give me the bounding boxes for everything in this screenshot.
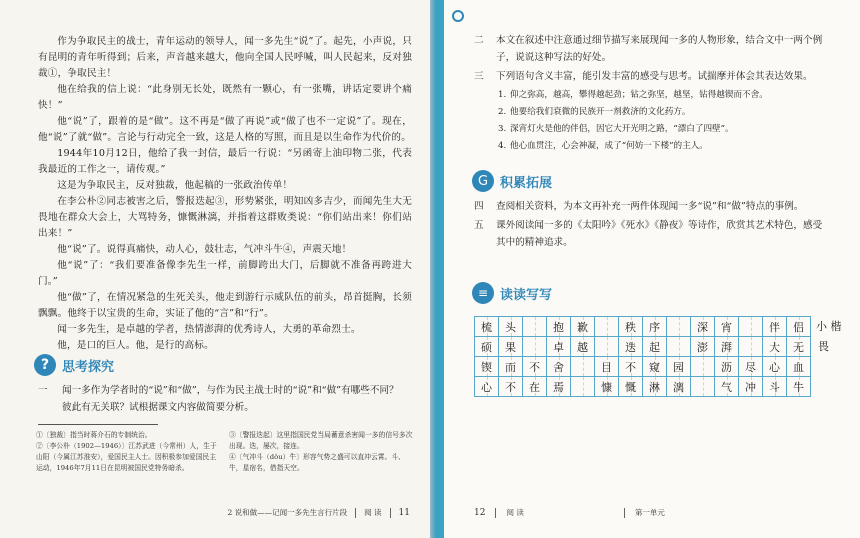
grid-char: 果 <box>505 340 516 354</box>
section-label: 阅 读 <box>506 508 524 517</box>
question-text: 查阅相关资料，为本文再补充一两件体现闻一多“说”和“做”特点的事例。 <box>496 201 804 212</box>
grid-cell <box>643 337 667 357</box>
sentence-number: 4. <box>498 141 507 151</box>
divider <box>495 508 496 518</box>
sentence-text: 仰之弥高，越高，攀得越起劲；钻之弥坚，越坚，钻得越锲而不舍。 <box>510 90 768 100</box>
grid-char: 湃 <box>721 340 732 354</box>
think-section-header <box>34 354 114 376</box>
grid-cell <box>547 377 571 397</box>
grid-char: 抱 <box>553 320 564 334</box>
read-section-title: 读读写写 <box>500 287 553 303</box>
grid-char: 而 <box>505 360 516 374</box>
question-item <box>474 32 830 66</box>
question-text: 本文在叙述中注意通过细节描写来展现闻一多的人物形象，结合文中一两个例子，说说这种写法的好处。 <box>496 35 823 63</box>
sentence-number: 3. <box>498 124 507 134</box>
grid-char: 焉 <box>553 380 564 394</box>
question-text: 下列语句含义丰富，能引发丰富的感受与思考。试揣摩并体会其表达效果。 <box>496 71 813 82</box>
grid-char: 舍 <box>553 360 564 374</box>
grid-cell <box>715 357 739 377</box>
lesson-title: 2 说和做——记闻一多先生言行片段 <box>227 508 348 517</box>
divider <box>624 508 625 518</box>
grid-char: 无 <box>793 340 804 354</box>
grid-cell <box>787 357 811 377</box>
grid-char: 尽 <box>745 360 756 374</box>
grid-char: 头 <box>505 320 516 334</box>
grid-char: 气 <box>721 380 732 394</box>
footnote-column <box>229 430 414 474</box>
grid-char: 序 <box>649 320 660 334</box>
divider <box>355 508 356 518</box>
circle-marker-icon <box>452 10 464 22</box>
grid-char: 在 <box>529 380 540 394</box>
grid-row-tail: 小 楷 <box>816 320 842 333</box>
grid-cell <box>715 377 739 397</box>
grid-cell <box>763 357 787 377</box>
grid-char: 慨 <box>625 380 636 394</box>
paragraph: 闻一多先生，是卓越的学者，热情澎湃的优秀诗人，大勇的革命烈士。 <box>57 324 361 335</box>
grid-cell <box>691 357 715 377</box>
grid-cell <box>619 357 643 377</box>
grid-cell <box>523 357 547 377</box>
sentence-text: 他要给我们衰微的民族开一剂救济的文化药方。 <box>510 107 691 117</box>
grid-cell <box>499 337 523 357</box>
grid-char: 宵 <box>721 320 732 334</box>
book-gutter <box>430 0 444 538</box>
grid-char: 秩 <box>625 320 636 334</box>
grid-char: 慷 <box>601 380 612 394</box>
grid-char: 不 <box>625 360 636 374</box>
grid-cell <box>763 317 787 337</box>
ext-section-header <box>472 170 552 192</box>
grid-char: 卓 <box>553 340 564 354</box>
footnote: ④〔气冲斗（dǒu）牛〕形容气势之盛可以直冲云霄。斗、牛，星宿名，借指天空。 <box>229 453 405 472</box>
grid-cell <box>739 377 763 397</box>
grid-cell <box>571 317 595 337</box>
grid-cell <box>475 337 499 357</box>
question-text: 闻一多作为学者时的“说”和“做”，与作为民主战士时的“说”和“做”有哪些不同？彼此有无关联？试根据课文内容做简要分析。 <box>62 385 399 413</box>
grid-char: 漓 <box>673 380 684 394</box>
grid-char: 歉 <box>577 320 588 334</box>
sentence-text: 他心血贯注，心会神凝，成了“何妨一下楼”的主人。 <box>510 141 708 151</box>
lesson-text <box>38 34 412 354</box>
grid-cell <box>571 337 595 357</box>
grid-cell <box>595 357 619 377</box>
right-page <box>444 0 860 538</box>
grid-cell <box>595 337 619 357</box>
grid-cell <box>499 357 523 377</box>
grid-cell <box>523 377 547 397</box>
grid-cell <box>499 377 523 397</box>
grid-char: 心 <box>481 380 492 394</box>
grid-char: 迭 <box>625 340 636 354</box>
grid-cell <box>571 357 595 377</box>
grid-cell <box>667 317 691 337</box>
grid-cell <box>643 377 667 397</box>
grid-char: 越 <box>577 340 588 354</box>
grid-cell <box>763 377 787 397</box>
grid-char: 牛 <box>793 380 804 394</box>
grid-char: 侣 <box>793 320 804 334</box>
question-number: 二 <box>474 35 484 46</box>
grid-char: 深 <box>697 320 708 334</box>
grid-cell <box>787 337 811 357</box>
grid-cell <box>619 317 643 337</box>
grid-cell <box>691 317 715 337</box>
sentence-item <box>498 87 830 104</box>
question-number: 四 <box>474 201 484 212</box>
refresh-icon: G <box>472 170 494 192</box>
paragraph: 他在给我的信上说：“此身别无长处，既然有一颗心，有一张嘴，讲话定要讲个痛快！” <box>38 84 412 111</box>
grid-char: 淋 <box>649 380 660 394</box>
footnote: ②〔李公朴（1902—1946）〕江苏武进（今常州）人，生于山阳（今属江苏淮安），爱国民主人士。因积极参加爱国民主运动，1946年7月11日在昆明被国民党特务暗杀。 <box>36 442 217 472</box>
grid-cell <box>763 337 787 357</box>
grid-char: 澎 <box>697 340 708 354</box>
paragraph: 他“说”了：“我们要准备像李先生一样，前脚跨出大门，后脚就不准备再跨进大门。” <box>38 260 412 287</box>
sentence-list <box>498 87 830 155</box>
grid-char: 伴 <box>769 320 780 334</box>
paragraph: 他，是口的巨人。他，是行的高标。 <box>57 340 214 351</box>
page-number: 12 <box>474 507 486 518</box>
sentence-number: 1. <box>498 90 507 100</box>
grid-char: 硕 <box>481 340 492 354</box>
question-icon: ? <box>34 354 56 376</box>
question-text: 课外阅读闻一多的《太阳吟》《死水》《静夜》等诗作，欣赏其艺术特色，感受其中的精神追求。 <box>496 220 823 248</box>
grid-char: 起 <box>649 340 660 354</box>
grid-cell <box>643 357 667 377</box>
grid-cell <box>691 377 715 397</box>
divider <box>390 508 391 518</box>
grid-cell <box>475 357 499 377</box>
paragraph: 他“说”了。说得真痛快，动人心，鼓壮志，气冲斗牛④，声震天地！ <box>57 244 352 255</box>
grid-char: 梳 <box>481 320 492 334</box>
grid-char: 血 <box>793 360 804 374</box>
grid-cell <box>667 377 691 397</box>
grid-cell <box>595 377 619 397</box>
grid-char: 斗 <box>769 380 780 394</box>
grid-cell <box>475 377 499 397</box>
grid-cell <box>547 357 571 377</box>
grid-cell <box>739 317 763 337</box>
paragraph: 他“说”了，跟着的是“做”。这不再是“做了再说”或“做了也不一定说”了。现在，他“说”了就“做”。言论与行动完全一致，这是人格的写照，而且是以生命作为代价的。 <box>38 116 412 143</box>
grid-cell <box>547 317 571 337</box>
footnotes <box>36 430 414 474</box>
grid-cell <box>691 337 715 357</box>
grid-char: 目 <box>601 360 612 374</box>
grid-cell <box>595 317 619 337</box>
vocab-grid <box>474 316 811 397</box>
questions-list <box>474 32 830 155</box>
footnote: ③〔警报迭起〕这里指国民党当局蓄意杀害闻一多的信号多次出现。迭，屡次，接连。 <box>229 431 413 450</box>
grid-cell <box>523 317 547 337</box>
page-number: 11 <box>398 507 410 518</box>
grid-cell <box>667 357 691 377</box>
right-page-footer <box>474 507 665 518</box>
grid-cell <box>715 337 739 357</box>
grid-cell <box>499 317 523 337</box>
grid-cell <box>571 377 595 397</box>
paragraph: 这是为争取民主，反对独裁，他起稿的一张政治传单！ <box>57 180 293 191</box>
grid-cell <box>643 317 667 337</box>
sentence-number: 2. <box>498 107 507 117</box>
ext-section-title: 积累拓展 <box>500 175 553 191</box>
grid-char: 锲 <box>481 360 492 374</box>
sentence-text: 深宵灯火是他的伴侣，因它大开光明之路，“漂白了四壁”。 <box>510 124 734 134</box>
grid-cell <box>547 337 571 357</box>
section-label: 阅 读 <box>364 508 382 517</box>
grid-char: 沥 <box>721 360 732 374</box>
question-item <box>474 217 830 251</box>
paragraph: 他“做”了，在情况紧急的生死关头，他走到游行示威队伍的前头，昂首挺胸，长须飘飘。他终于以宝贵的生命，实证了他的“言”和“行”。 <box>38 292 412 319</box>
grid-cell <box>739 357 763 377</box>
grid-char: 不 <box>505 380 516 394</box>
grid-char: 窥 <box>649 360 660 374</box>
grid-char: 不 <box>529 360 540 374</box>
question-number: 五 <box>474 220 484 231</box>
sentence-item <box>498 121 830 138</box>
grid-cell <box>619 377 643 397</box>
grid-cell <box>715 317 739 337</box>
grid-cell <box>619 337 643 357</box>
sentence-item <box>498 104 830 121</box>
paragraph: 1944年10月12日，他给了我一封信，最后一行说：“另函寄上油印物二张，代表我最近的工作之一，请传观。” <box>38 148 412 175</box>
unit-label: 第一单元 <box>634 508 665 517</box>
grid-char: 冲 <box>745 380 756 394</box>
footnote-divider <box>38 424 158 425</box>
grid-cell <box>475 317 499 337</box>
question-number: 三 <box>474 71 484 82</box>
grid-char: 大 <box>769 340 780 354</box>
grid-cell <box>739 337 763 357</box>
question-number: 一 <box>38 385 48 396</box>
footnote-column <box>36 430 221 474</box>
footnote: ①〔独裁〕指当时蒋介石的专制统治。 <box>36 431 152 439</box>
paragraph: 在李公朴②同志被害之后，警报迭起③，形势紧张，明知凶多吉少，而闻先生大无畏地在群众大会上，大骂特务，慷慨淋漓，并指着这群败类说：“你们站出来！你们站出来！” <box>38 196 412 239</box>
grid-row-tail: 畏 <box>818 340 829 353</box>
grid-cell <box>523 337 547 357</box>
grid-char: 心 <box>769 360 780 374</box>
grid-cell <box>787 317 811 337</box>
read-section-header <box>472 282 552 304</box>
paragraph: 作为争取民主的战士，青年运动的领导人，闻一多先生“说”了。起先，小声说，只有昆明的青年听得到；后来，声音越来越大，他向全国人民呼喊，叫人民起来，反对独裁①，争取民主！ <box>38 36 412 79</box>
question-item <box>38 382 404 416</box>
sentence-item <box>498 138 830 155</box>
grid-cell <box>787 377 811 397</box>
ext-list <box>474 198 830 253</box>
left-page-footer <box>130 507 410 518</box>
question-item <box>474 198 830 215</box>
think-section-title: 思考探究 <box>62 359 115 375</box>
menu-icon: ≡ <box>472 282 494 304</box>
grid-char: 园 <box>673 360 684 374</box>
grid-cell <box>667 337 691 357</box>
question-item <box>474 68 830 85</box>
